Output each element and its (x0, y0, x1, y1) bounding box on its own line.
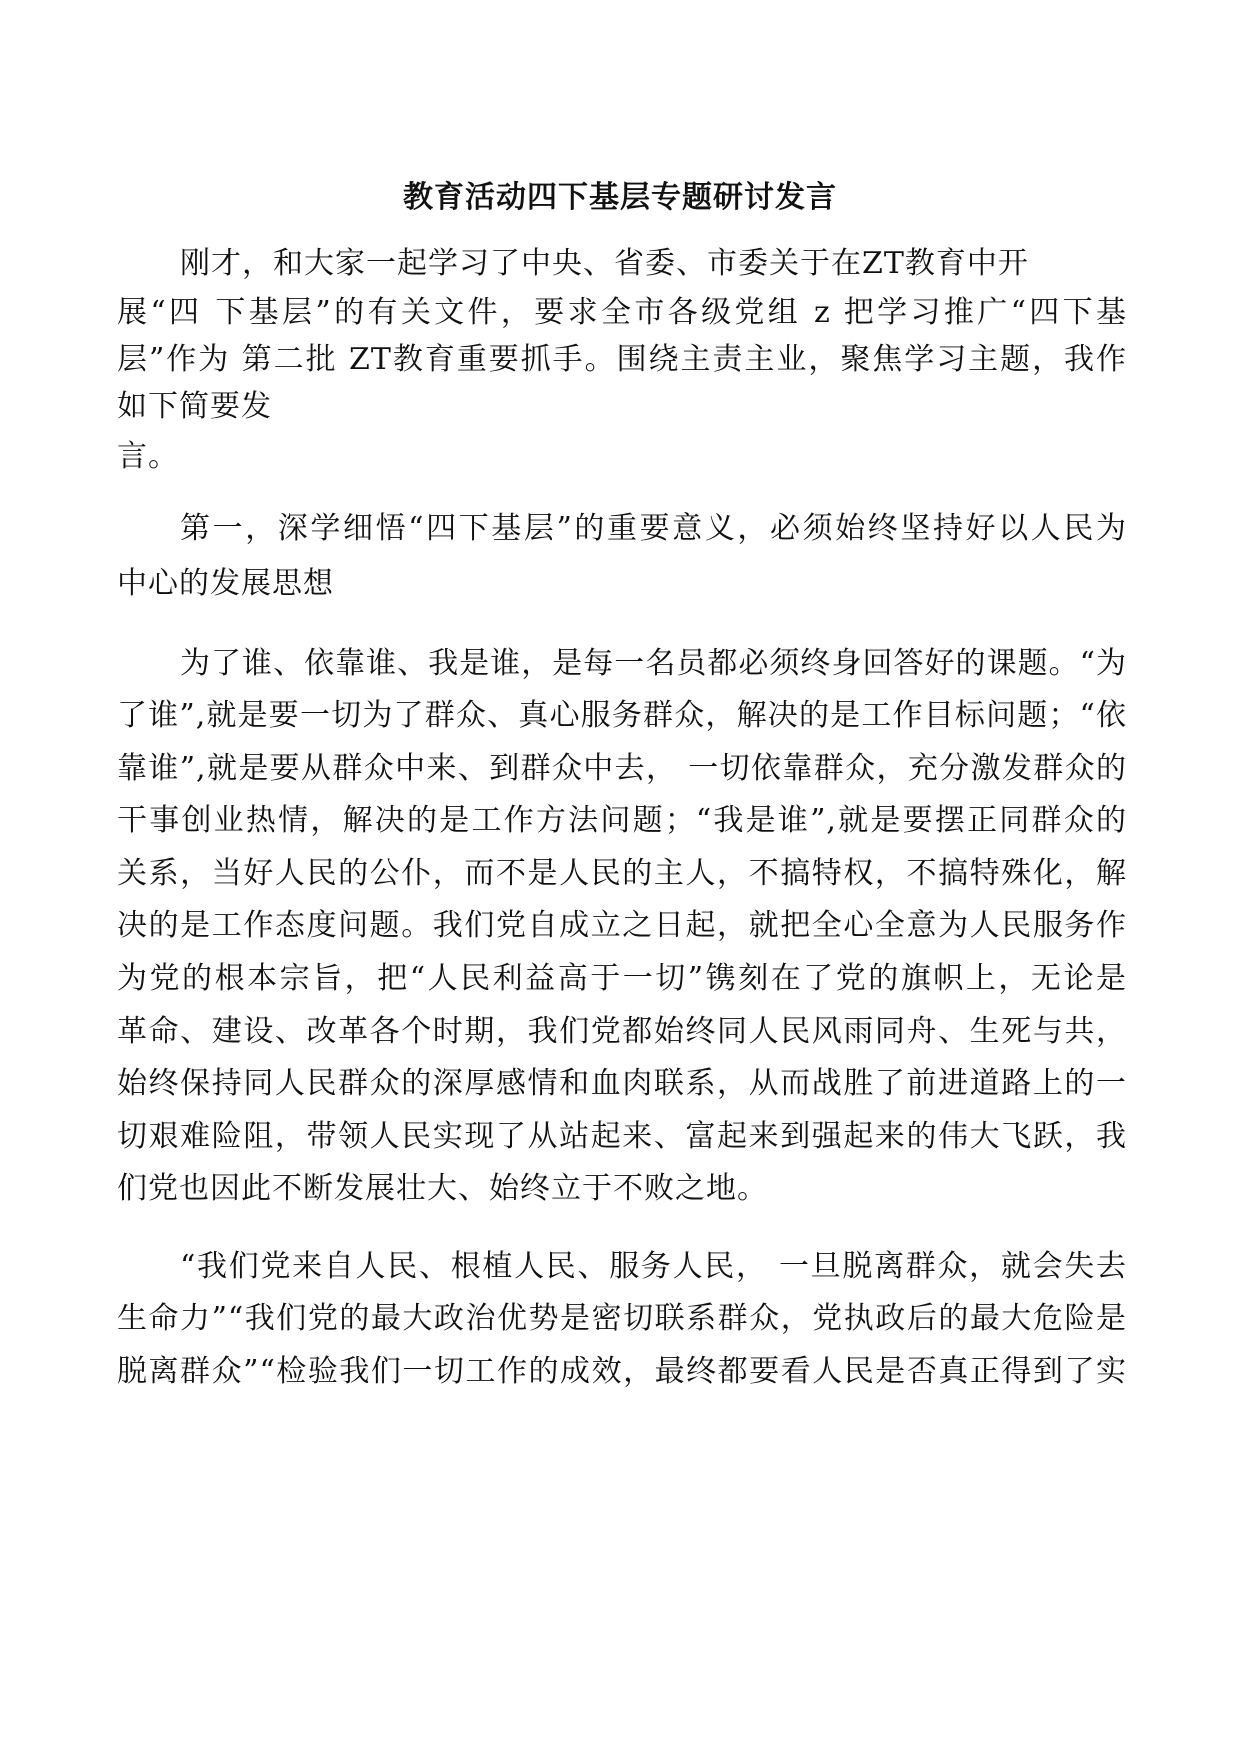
body-line: 生命力”“我们党的最大政治优势是密切联系群众，党执政后的最大危险是 (117, 1301, 1127, 1336)
intro-line: 刚才，和大家一起学习了中央、省委、市委关于在ZT教育中开 (180, 246, 1029, 281)
body-line: 为党的根本宗旨，把“人民利益高于一切”镌刻在了党的旗帜上，无论是 (117, 961, 1127, 996)
section-heading-line: 中心的发展思想 (117, 566, 334, 601)
body-line: 干事创业热情，解决的是工作方法问题；“我是谁”,就是要摆正同群众的 (117, 803, 1127, 838)
section-heading-line: 第一，深学细悟“四下基层”的重要意义，必须始终坚持好以人民为 (180, 511, 1127, 546)
body-line: 为了谁、依靠谁、我是谁，是每一名员都必须终身回答好的课题。“为 (180, 646, 1127, 681)
body-line: 脱离群众”“检验我们一切工作的成效，最终都要看人民是否真正得到了实 (117, 1354, 1127, 1389)
intro-line: 言。 (117, 439, 179, 474)
body-line: 切艰难险阻，带领人民实现了从站起来、富起来到强起来的伟大飞跃，我 (117, 1119, 1127, 1154)
body-line: 关系，当好人民的公仆，而不是人民的主人，不搞特权，不搞特殊化，解 (117, 856, 1127, 891)
body-line: 们党也因此不断发展壮大、始终立于不败之地。 (117, 1171, 768, 1206)
intro-line: 如下简要发 (117, 389, 272, 424)
intro-line: 层”作为 第二批 ZT教育重要抓手。围绕主责主业，聚焦学习主题，我作 (117, 342, 1127, 377)
document-title: 教育活动四下基层专题研讨发言 (403, 180, 837, 215)
intro-line: 展“四 下基层”的有关文件，要求全市各级党组 z 把学习推广“四下基 (117, 295, 1127, 330)
body-line: 了谁”,就是要一切为了群众、真心服务群众，解决的是工作目标问题；“依 (117, 698, 1127, 733)
body-line: 革命、建设、改革各个时期，我们党都始终同人民风雨同舟、生死与共， (117, 1014, 1127, 1049)
body-line: 决的是工作态度问题。我们党自成立之日起，就把全心全意为人民服务作 (117, 908, 1127, 943)
body-line: “我们党来自人民、根植人民、服务人民， 一旦脱离群众，就会失去 (180, 1249, 1127, 1284)
body-line: 始终保持同人民群众的深厚感情和血肉联系，从而战胜了前进道路上的一 (117, 1066, 1127, 1101)
body-line: 靠谁”,就是要从群众中来、到群众中去， 一切依靠群众，充分激发群众的 (117, 751, 1127, 786)
